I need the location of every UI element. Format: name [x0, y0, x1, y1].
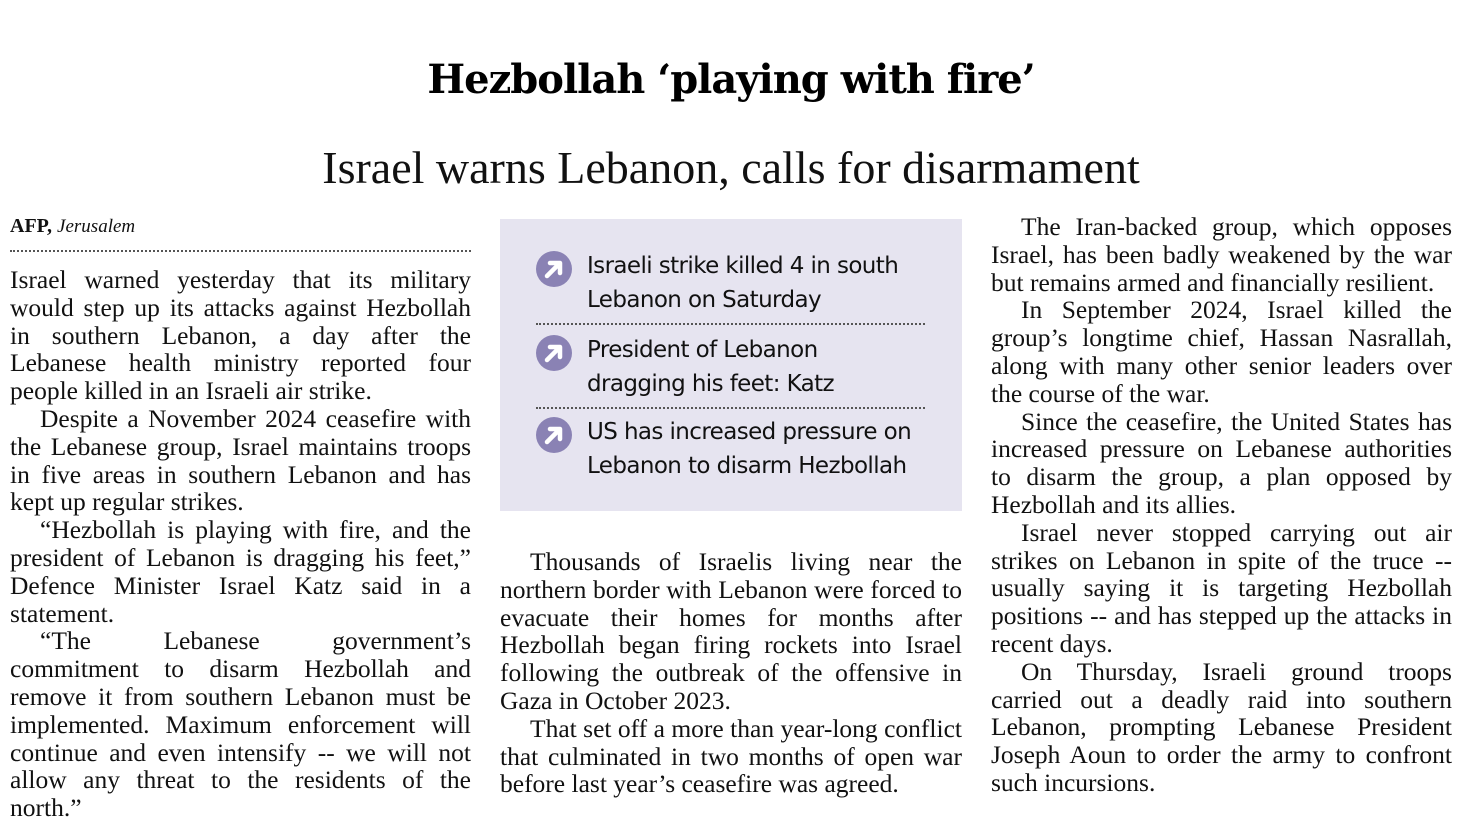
paragraph: “Hezbollah is playing with fire, and the president of Lebanon is dragging his feet,” Defence Minister Israel Katz said in a statement.	[10, 515, 471, 628]
paragraph: In September 2024, Israel killed the group’s longtime chief, Hassan Nasrallah, along with many other senior leaders over the course of the war.	[991, 295, 1452, 408]
paragraph: That set off a more than year-long conflict that culminated in two months of open war before last year’s ceasefire was agreed.	[500, 713, 962, 799]
subheadline: Israel warns Lebanon, calls for disarmament	[322, 142, 1140, 193]
paragraph: “The Lebanese government’s commitment to disarm Hezbollah and remove it from southern Lebanon must be implemented. Maximum enforcement will continue and even intensify -- we will not allow any threat to the residents of the north.”	[10, 626, 471, 823]
highlight-text: Israeli strike killed 4 in south Lebanon on Saturday	[587, 253, 899, 313]
paragraph: Israel warned yesterday that its military would step up its attacks against Hezbollah in southern Lebanon, a day after the Lebanese health ministry reported four people killed in an Israeli air strike.	[10, 265, 471, 406]
highlight-text: US has increased pressure on Lebanon to disarm Hezbollah	[587, 419, 912, 479]
byline-divider	[10, 250, 471, 252]
article-column-3	[991, 213, 1452, 797]
byline-agency: AFP,	[10, 215, 53, 237]
arrow-up-right-icon	[536, 251, 572, 287]
highlight-divider	[536, 323, 925, 325]
article-column-2	[500, 548, 962, 798]
paragraph: Since the ceasefire, the United States has increased pressure on Lebanese authorities to disarm the group, a plan opposed by Hezbollah and its allies.	[991, 406, 1452, 519]
paragraph: On Thursday, Israeli ground troops carried out a deadly raid into southern Lebanon, prompting Lebanese President Joseph Aoun to order the army to confront such incursions.	[991, 656, 1452, 797]
highlight-divider	[536, 407, 925, 409]
article-column-1	[10, 266, 471, 822]
paragraph: Despite a November 2024 ceasefire with the Lebanese group, Israel maintains troops in five areas in southern Lebanon and has kept up regular strikes.	[10, 403, 471, 517]
headline: Hezbollah ‘playing with fire’	[427, 56, 1035, 103]
highlight-item	[536, 249, 925, 317]
paragraph: The Iran-backed group, which opposes Israel, has been badly weakened by the war but remains armed and financially resilient.	[991, 212, 1452, 297]
paragraph: Israel never stopped carrying out air strikes on Lebanon in spite of the truce -- usually saying it is targeting Hezbollah positions -- and has stepped up the attacks in recent days.	[991, 517, 1452, 658]
byline-location: Jerusalem	[57, 216, 136, 237]
highlight-item	[536, 333, 925, 401]
byline	[10, 213, 471, 240]
arrow-up-right-icon	[536, 417, 572, 453]
paragraph: Thousands of Israelis living near the northern border with Lebanon were forced to evacuate their homes for months after Hezbollah began firing rockets into Israel following the outbreak of the offensive in Gaza in October 2023.	[500, 547, 962, 715]
highlight-item	[536, 415, 925, 483]
highlight-text: President of Lebanon dragging his feet: Katz	[587, 337, 835, 397]
highlights-box	[500, 219, 962, 511]
arrow-up-right-icon	[536, 335, 572, 371]
